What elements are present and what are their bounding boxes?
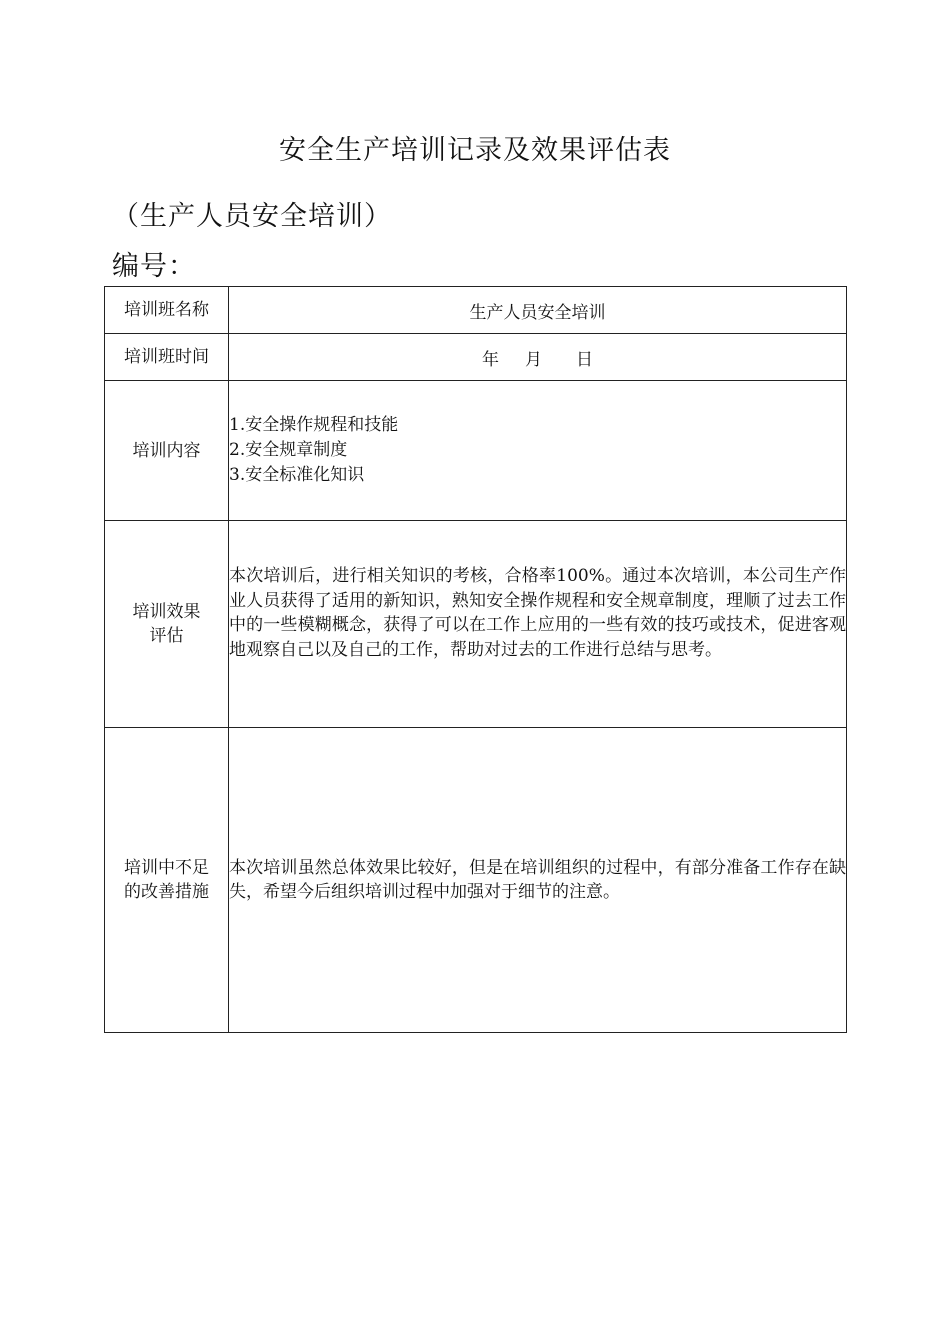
document-subtitle: （生产人员安全培训）	[112, 201, 392, 232]
content-item-2: 2.安全规章制度	[229, 440, 348, 460]
content-list	[229, 381, 847, 521]
improvement-text: 本次培训虽然总体效果比较好，但是在培训组织的过程中，有部分准备工作存在缺失，希望今后组织培训过程中加强对于细节的注意。	[229, 857, 846, 902]
training-record-table	[104, 286, 847, 1033]
page-title: 安全生产培训记录及效果评估表	[279, 135, 671, 166]
class-name-value: 生产人员安全培训	[229, 287, 847, 334]
evaluation-text: 本次培训后，进行相关知识的考核，合格率100%。通过本次培训，本公司生产作业人员获得了适用的新知识，熟知安全操作规程和安全规章制度，理顺了过去工作中的一些模糊概念，获得了可以在工作上应用的一些有效的技巧或技术，促进客观地观察自己以及自己的工作，帮助对过去的工作进行总结与思考。	[229, 566, 846, 660]
evaluation-label	[105, 521, 229, 728]
table-row-class-time	[105, 334, 847, 381]
evaluation-value	[229, 521, 847, 728]
table-row-evaluation	[105, 521, 847, 728]
improvement-value	[229, 728, 847, 1033]
table-row-content	[105, 381, 847, 521]
evaluation-label-line1: 培训效果	[132, 602, 201, 622]
class-name-label: 培训班名称	[105, 287, 229, 334]
class-time-value	[229, 334, 847, 381]
improvement-label	[105, 728, 229, 1033]
improvement-label-line2: 的改善措施	[124, 882, 209, 902]
class-time-label: 培训班时间	[105, 334, 229, 381]
serial-number-label: 编号：	[112, 251, 196, 282]
date-month: 月	[525, 349, 542, 370]
improvement-label-line1: 培训中不足	[124, 858, 209, 878]
table-row-class-name	[105, 287, 847, 334]
content-item-1: 1.安全操作规程和技能	[229, 415, 399, 435]
table-row-improvement	[105, 728, 847, 1033]
date-year: 年	[482, 349, 499, 370]
evaluation-label-line2: 评估	[149, 626, 184, 646]
date-day: 日	[576, 349, 593, 370]
content-item-3: 3.安全标准化知识	[229, 465, 365, 485]
content-label: 培训内容	[105, 381, 229, 521]
